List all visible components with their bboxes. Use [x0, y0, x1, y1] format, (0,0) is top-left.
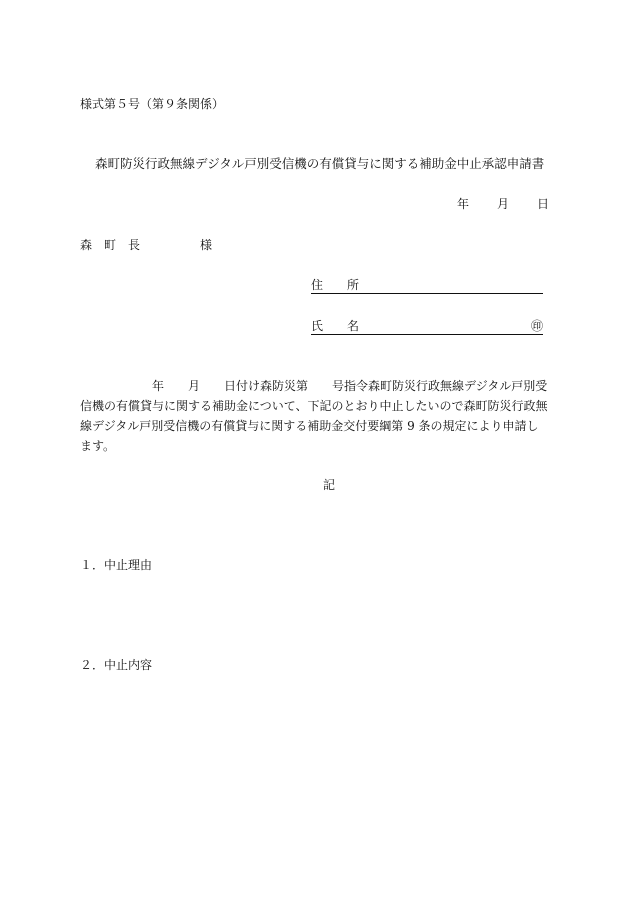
recipient: 森 町 長 様 [80, 238, 213, 252]
item-content: ２．中止内容 [80, 658, 153, 672]
name-label: 氏 名 [311, 319, 360, 333]
request-body [80, 376, 552, 456]
name-field[interactable] [311, 317, 543, 335]
date-year-label: 年 [457, 197, 470, 211]
body-line: 信機の有償貸与に関する補助金について、下記のとおり中止したいので森町防災行政無 [80, 399, 548, 413]
date-line [457, 196, 549, 212]
date-month-label: 月 [497, 197, 510, 211]
form-number: 様式第５号（第９条関係） [80, 97, 225, 111]
address-label: 住 所 [311, 278, 360, 292]
item-reason: １．中止理由 [80, 558, 153, 572]
ki-heading: 記 [323, 478, 336, 492]
date-day-label: 日 [537, 197, 550, 211]
body-line: 線デジタル戸別受信機の有償貸与に関する補助金交付要綱第 9 条の規定により申請し [80, 419, 539, 433]
seal-mark: ㊞ [530, 319, 543, 333]
body-line: ます。 [80, 439, 116, 453]
document-title: 森町防災行政無線デジタル戸別受信機の有償貸与に関する補助金中止承認申請書 [95, 156, 545, 171]
body-line: 年 月 日付け森防災第 号指令森町防災行政無線デジタル戸別受 [80, 379, 548, 393]
address-field[interactable] [311, 276, 543, 294]
